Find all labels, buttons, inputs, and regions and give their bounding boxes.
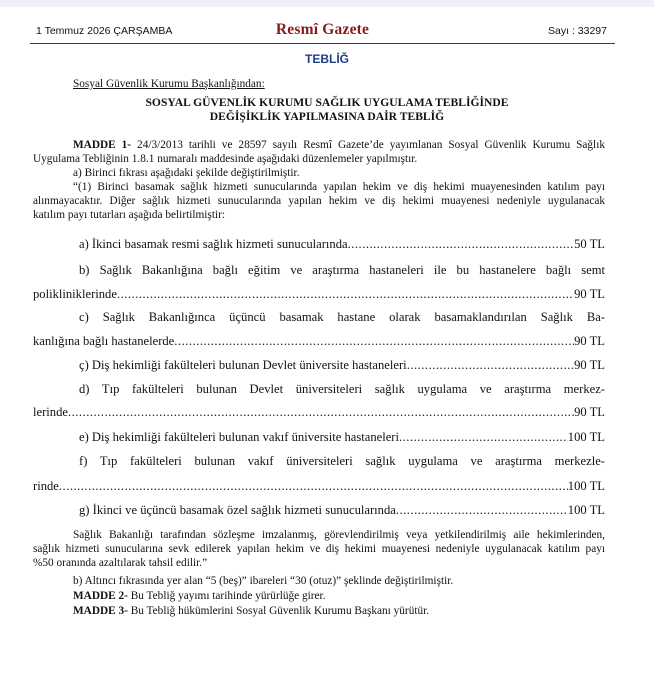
item-f-text: rinde [33,479,59,493]
doc-title-line-1: SOSYAL GÜVENLİK KURUMU SAĞLIK UYGULAMA TEBLİĞİNDE [145,96,509,109]
madde1-b: b) Altıncı fıkrasında yer alan “5 (beş)” ibareleri “30 (otuz)” şeklinde değiştirilmiştir. [73,575,454,587]
leader-dots [348,237,575,252]
item-f [33,479,605,494]
item-c-cedilla-amount: 90 TL [574,358,605,372]
item-f-amount: 100 TL [567,479,605,493]
madde3-text: Bu Tebliğ hükümlerini Sosyal Güvenlik Kurumu Başkanı yürütür. [130,605,430,617]
item-e [79,430,605,445]
madde1-line-2: Uygulama Tebliğinin 1.8.1 numaralı maddesinde aşağıdaki düzenlemeler yapılmıştır. [33,153,418,165]
section-label: TEBLİĞ [305,52,349,66]
leader-dots [59,479,568,494]
item-b-text: polikliniklerinde [33,287,117,301]
quote-line-2: alınmayacaktır. Diğer sağlık hizmeti sunucularında yapılan hekim ve diş hekimi muayenesi nedeniyle uygulanacak [33,195,605,207]
item-a-text: a) İkinci basamak resmi sağlık hizmeti sunucularında [79,237,348,251]
item-a-amount: 50 TL [574,237,605,251]
madde2 [73,590,605,603]
leader-dots [399,430,568,445]
leader-dots [407,358,574,373]
item-c-cedilla [79,358,605,373]
item-d [33,405,605,420]
header-rule [30,43,615,44]
closing-line-3: %50 oranında azaltılarak tahsil edilir.” [33,557,208,569]
quote-line-1: “(1) Birinci basamak sağlık hizmeti sunucularında yapılan hekim ve diş hekimi muayenesinden katılım payı [73,181,605,193]
item-a [79,237,605,252]
closing-line-2: sağlık hizmeti sunucularına sevk edilerek yapılan hekim ve diş hekimi muayenesi nedeniyle uygulanacak katılım payı [33,543,605,555]
item-d-line-1: d) Tıp fakülteleri bulunan Devlet üniversiteleri sağlık uygulama ve araştırma merkez- [79,382,605,396]
item-f-line-1: f) Tıp fakülteleri bulunan vakıf üniversiteleri sağlık uygulama ve araştırma merkezle- [79,454,605,468]
item-b-amount: 90 TL [574,287,605,301]
item-g [79,503,605,518]
item-g-text: g) İkinci ve üçüncü basamak özel sağlık hizmeti sunucularında [79,503,396,517]
leader-dots [117,287,574,302]
top-strip [0,0,654,7]
item-c-amount: 90 TL [574,334,605,348]
issuer: Sosyal Güvenlik Kurumu Başkanlığından: [73,78,265,90]
item-d-text: lerinde [33,405,68,419]
leader-dots [174,334,574,349]
item-c-cedilla-text: ç) Diş hekimliği fakülteleri bulunan Devlet üniversite hastaneleri [79,358,407,372]
madde1-text-1: 24/3/2013 tarihli ve 28597 sayılı Resmî Gazete’de yayımlanan Sosyal Güvenlik Kurumu Sağlık [137,139,605,151]
issue-number: Sayı : 33297 [548,25,607,37]
leader-dots [396,503,568,518]
closing-line-1: Sağlık Bakanlığı tarafından sözleşme imzalanmış, görevlendirilmiş veya yetkilendirilmiş aile hekimlerinden, [73,529,605,541]
item-c [33,334,605,349]
doc-title-line-2: DEĞİŞİKLİK YAPILMASINA DAİR TEBLİĞ [209,110,445,123]
item-b [33,287,605,302]
item-g-amount: 100 TL [567,503,605,517]
item-b-line-1: b) Sağlık Bakanlığına bağlı eğitim ve araştırma hastaneleri ile bu hastanelere bağlı semt [79,263,605,277]
madde2-text: Bu Tebliğ yayımı tarihinde yürürlüğe girer. [130,590,326,602]
madde1-label: MADDE 1- [73,139,132,151]
item-d-amount: 90 TL [574,405,605,419]
gazette-title: Resmî Gazete [275,21,370,38]
item-c-text: kanlığına bağlı hastanelerde [33,334,175,348]
issue-date: 1 Temmuz 2026 ÇARŞAMBA [36,25,173,37]
madde1-a: a) Birinci fıkrası aşağıdaki şekilde değiştirilmiştir. [73,167,300,179]
item-c-line-1: c) Sağlık Bakanlığınca üçüncü basamak hastane olarak basamaklandırılan Sağlık Ba- [79,310,605,324]
gazette-header [30,22,615,42]
item-e-amount: 100 TL [567,430,605,444]
item-e-text: e) Diş hekimliği fakülteleri bulunan vakıf üniversite hastaneleri [79,430,399,444]
madde1-line-1 [73,139,605,152]
quote-line-3: katılım payı tutarları aşağıda belirtilmiştir: [33,209,225,221]
madde3-label: MADDE 3- [73,605,128,617]
madde2-label: MADDE 2- [73,590,128,602]
leader-dots [68,405,574,420]
madde3 [73,605,605,618]
